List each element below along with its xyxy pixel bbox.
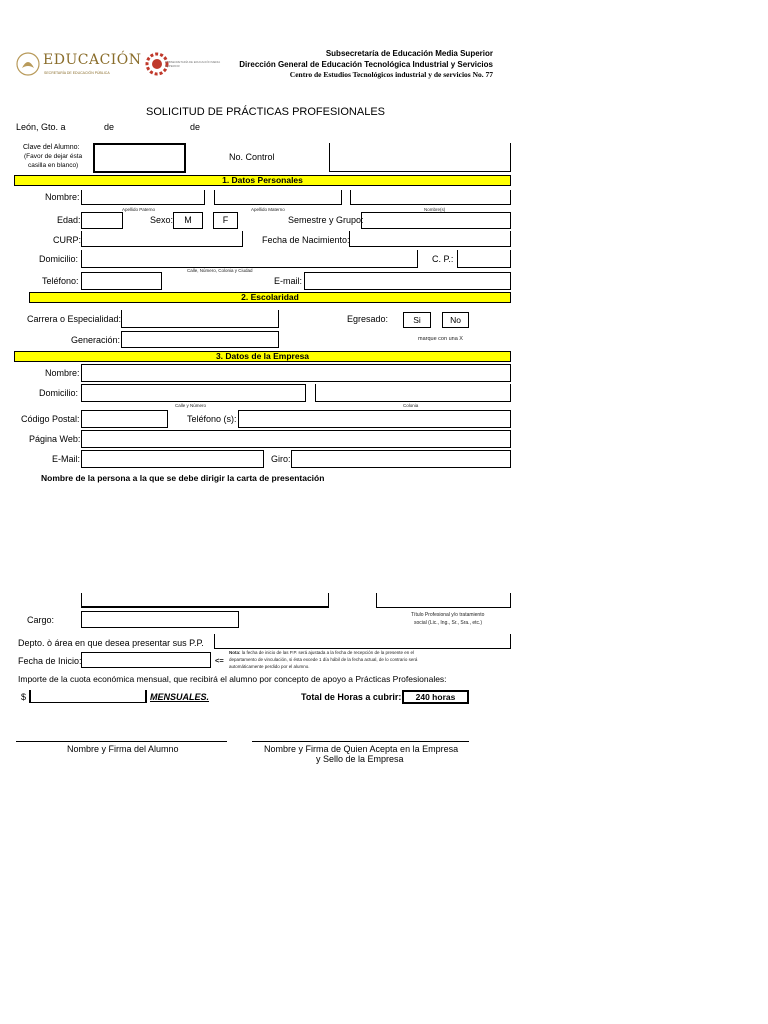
clave-note-2: casilla en blanco) <box>28 162 79 169</box>
nombre-label: Nombre: <box>45 192 80 202</box>
importe-label: Importe de la cuota económica mensual, que recibirá el alumno por concepto de apoyo a Prácticas Profesionales: <box>18 674 447 684</box>
header-line-2: Dirección General de Educación Tecnológica Industrial y Servicios <box>239 60 493 69</box>
email-input[interactable] <box>304 272 511 290</box>
telefono-label: Teléfono: <box>42 276 79 286</box>
pagina-web-input[interactable] <box>81 430 511 448</box>
ap-materno-hint: Apellido Materno <box>251 207 285 212</box>
seal-text: SUBSECRETARÍA DE EDUCACIÓN MEDIA SUPERIOR <box>165 60 220 68</box>
clave-note-1: (Favor de dejar ésta <box>24 153 83 160</box>
date-de-label-1: de <box>104 122 115 132</box>
giro-label: Giro: <box>271 454 291 464</box>
no-control-label: No. Control <box>229 152 275 162</box>
pagina-web-label: Página Web: <box>29 434 81 444</box>
codigo-postal-label: Código Postal: <box>21 414 80 424</box>
edad-input[interactable] <box>81 212 123 229</box>
empresa-signature-line[interactable] <box>252 741 469 742</box>
horas-value: 240 horas <box>415 692 456 702</box>
generacion-input[interactable] <box>121 331 279 348</box>
egresado-label: Egresado: <box>347 314 389 324</box>
nombres-hint: Nombre(s) <box>424 207 446 212</box>
fecha-inicio-input[interactable] <box>81 652 211 668</box>
cp-input[interactable] <box>457 250 511 268</box>
header-line-3: Centro de Estudios Tecnológicos industrial y de servicios No. 77 <box>289 70 493 79</box>
ap-materno-input[interactable] <box>214 190 342 205</box>
egresado-si-box[interactable] <box>403 312 431 328</box>
empresa-signature-label-1: Nombre y Firma de Quien Acepta en la Empresa <box>264 744 459 754</box>
alumno-signature-line[interactable] <box>16 741 227 742</box>
depto-input[interactable] <box>214 634 511 649</box>
nota-line-2: departamento de vinculación, si ésta excede 1 día hábil de la fecha actual, de lo contrario será <box>229 657 418 662</box>
sexo-f-label: F <box>222 215 229 225</box>
section-1-header: 1. Datos Personales <box>14 175 511 186</box>
persona-label: Nombre de la persona a la que se debe dirigir la carta de presentación <box>41 473 325 483</box>
titulo-hint-1: Título Profesional y/o tratamiento <box>411 612 485 618</box>
persona-nombre-input[interactable] <box>81 593 329 608</box>
logo-text: EDUCACIÓN <box>43 52 142 68</box>
giro-input[interactable] <box>291 450 511 468</box>
dollar-sign: $ <box>21 692 27 702</box>
total-horas-label: Total de Horas a cubrir: <box>301 692 402 702</box>
nota-line-3: automáticamente perdido por el alumno. <box>229 664 310 669</box>
sexo-m-label: M <box>184 215 192 225</box>
nombres-input[interactable] <box>350 190 511 205</box>
carrera-label: Carrera o Especialidad: <box>27 314 122 324</box>
clave-input[interactable] <box>93 143 186 173</box>
empresa-domicilio-label: Domicilio: <box>39 388 79 398</box>
horas-box <box>402 690 469 704</box>
telefono-input[interactable] <box>81 272 162 290</box>
colonia-hint: Colonia <box>403 403 419 408</box>
nota-line-1: la fecha de inicio de las P.P. será ajustada a la fecha de recepción de la presente en el <box>241 650 414 655</box>
section-2-header: 2. Escolaridad <box>29 292 511 303</box>
egresado-no-box[interactable] <box>442 312 469 328</box>
cargo-input[interactable] <box>81 611 239 628</box>
marque-hint: marque con una X <box>418 336 463 342</box>
section-3-header: 3. Datos de la Empresa <box>14 351 511 362</box>
importe-input[interactable] <box>29 690 147 703</box>
cargo-label: Cargo: <box>27 615 55 625</box>
nota-text-1 <box>229 650 414 655</box>
logo-subtext: SECRETARÍA DE EDUCACIÓN PÚBLICA <box>44 71 110 75</box>
eagle-emblem-icon <box>16 50 40 78</box>
semestre-label: Semestre y Grupo: <box>288 215 364 225</box>
empresa-nombre-input[interactable] <box>81 364 511 382</box>
curp-input[interactable] <box>81 231 243 247</box>
fecha-nac-label: Fecha de Nacimiento: <box>262 235 350 245</box>
header-line-1: Subsecretaría de Educación Media Superior <box>325 49 493 58</box>
empresa-email-label: E-Mail: <box>52 454 81 464</box>
dgeti-seal <box>145 52 225 78</box>
domicilio-label: Domicilio: <box>39 254 79 264</box>
titulo-input[interactable] <box>376 593 511 608</box>
empresa-colonia-input[interactable] <box>315 384 511 402</box>
empresa-email-input[interactable] <box>81 450 264 468</box>
generacion-label: Generación: <box>71 335 121 345</box>
edad-label: Edad: <box>57 215 81 225</box>
depto-label: Depto. ò área en que desea presentar sus P.P. <box>18 638 204 648</box>
arrow-indicator: <= <box>215 656 224 665</box>
carrera-input[interactable] <box>121 310 279 328</box>
calle-numero-hint: Calle y Número <box>175 403 207 408</box>
date-de-label-2: de <box>190 122 201 132</box>
ap-paterno-hint: Apellido Paterno <box>122 207 156 212</box>
mensuales-label: MENSUALES. <box>150 692 210 702</box>
empresa-calle-input[interactable] <box>81 384 306 402</box>
empresa-signature-label-2: y Sello de la Empresa <box>316 754 404 764</box>
domicilio-hint: Calle, Número, Colonia y Ciudad <box>187 268 253 273</box>
fecha-nac-input[interactable] <box>349 231 511 247</box>
sexo-label: Sexo: <box>150 215 174 225</box>
curp-label: CURP: <box>53 235 82 245</box>
alumno-signature-label: Nombre y Firma del Alumno <box>67 744 179 754</box>
clave-label: Clave del Alumno: <box>23 144 80 151</box>
semestre-input[interactable] <box>361 212 511 229</box>
codigo-postal-input[interactable] <box>81 410 168 428</box>
form-title: SOLICITUD DE PRÁCTICAS PROFESIONALES <box>146 106 385 118</box>
egresado-si-label: Si <box>413 315 421 325</box>
ap-paterno-input[interactable] <box>81 190 205 205</box>
telefonos-input[interactable] <box>238 410 511 428</box>
empresa-nombre-label: Nombre: <box>45 368 80 378</box>
domicilio-input[interactable] <box>81 250 418 268</box>
education-logo <box>16 50 142 80</box>
cp-label: C. P.: <box>432 254 454 264</box>
sexo-m-box[interactable] <box>173 212 203 229</box>
telefonos-label: Teléfono (s): <box>187 414 237 424</box>
titulo-hint-2: social (Lic., Ing., Sr., Sra., etc.) <box>414 620 483 626</box>
egresado-no-label: No <box>450 315 461 325</box>
no-control-input[interactable] <box>329 143 511 172</box>
sexo-f-box[interactable] <box>213 212 238 229</box>
nota-label: Nota: <box>229 650 241 655</box>
fecha-inicio-label: Fecha de Inicio: <box>18 656 82 666</box>
email-label: E-mail: <box>274 276 303 286</box>
date-place-label: León, Gto. a <box>16 122 66 132</box>
